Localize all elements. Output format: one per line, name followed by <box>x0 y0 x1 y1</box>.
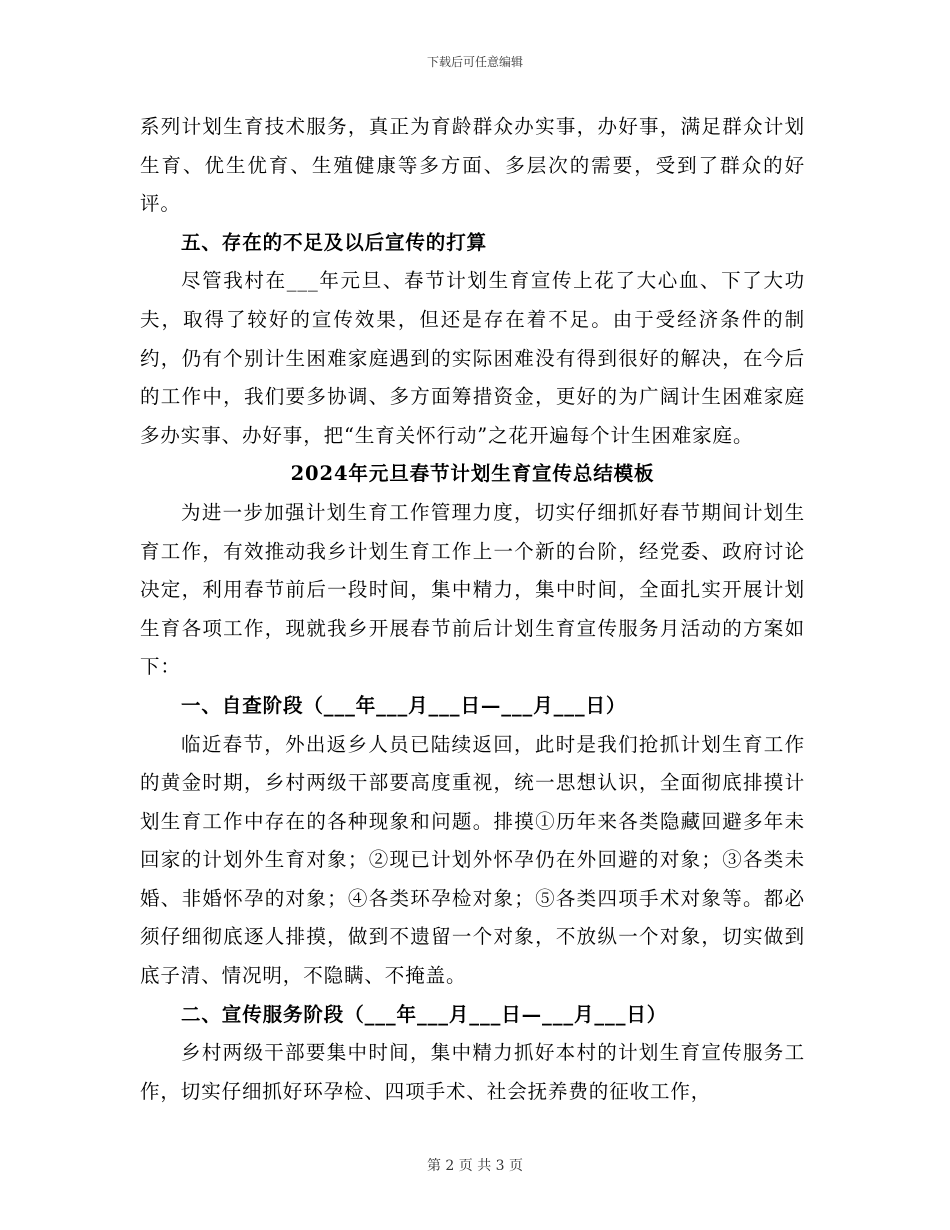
section-heading-2: 二、宣传服务阶段（___年___月___日—___月___日） <box>181 1002 668 1026</box>
page-footer: 第 2 页 共 3 页 <box>426 1158 524 1174</box>
paragraph: 临近春节，外出返乡人员已陆续返回，此时是我们抢抓计划生育工作的黄金时期，乡村两级干部要高度重视，统一思想认识，全面彻底排摸计划生育工作中存在的各种现象和问题。排摸①历年来各类隐藏回避多年未回家的计划外生育对象；②现已计划外怀孕仍在外回避的对象；③各类未婚、非婚怀孕的对象；④各类环孕检对象；⑤各类四项手术对象等。都必须仔细彻底逐人排摸，做到不遗留一个对象，不放纵一个对象，切实做到底子清、情况明，不隐瞒、不掩盖。 <box>140 732 805 988</box>
document-body <box>140 108 805 1111</box>
paragraph: 乡村两级干部要集中时间，集中精力抓好本村的计划生育宣传服务工作，切实仔细抓好环孕检、四项手术、社会抚养费的征收工作， <box>140 1041 805 1103</box>
paragraph: 尽管我村在___年元旦、春节计划生育宣传上花了大心血、下了大功夫，取得了较好的宣传效果，但还是存在着不足。由于受经济条件的制约，仍有个别计生困难家庭遇到的实际困难没有得到很好的解决，在今后的工作中，我们要多协调、多方面筹措资金，更好的为广阔计生困难家庭多办实事、办好事，把“生育关怀行动”之花开遍每个计生困难家庭。 <box>140 269 805 447</box>
section-heading-1: 一、自查阶段（___年___月___日—___月___日） <box>181 693 627 717</box>
paragraph-continued: 系列计划生育技术服务，真正为育龄群众办实事，办好事，满足群众计划生育、优生优育、生殖健康等多方面、多层次的需要，受到了群众的好评。 <box>140 115 805 216</box>
paragraph: 为进一步加强计划生育工作管理力度，切实仔细抓好春节期间计划生育工作，有效推动我乡计划生育工作上一个新的台阶，经党委、政府讨论决定，利用春节前后一段时间，集中精力，集中时间，全面扎实开展计划生育各项工作，现就我乡开展春节前后计划生育宣传服务月活动的方案如下： <box>140 500 805 679</box>
document-title: 2024年元旦春节计划生育宣传总结模板 <box>290 462 655 486</box>
page-header: 下载后可任意编辑 <box>426 55 523 69</box>
section-heading-5: 五、存在的不足及以后宣传的打算 <box>181 230 488 254</box>
